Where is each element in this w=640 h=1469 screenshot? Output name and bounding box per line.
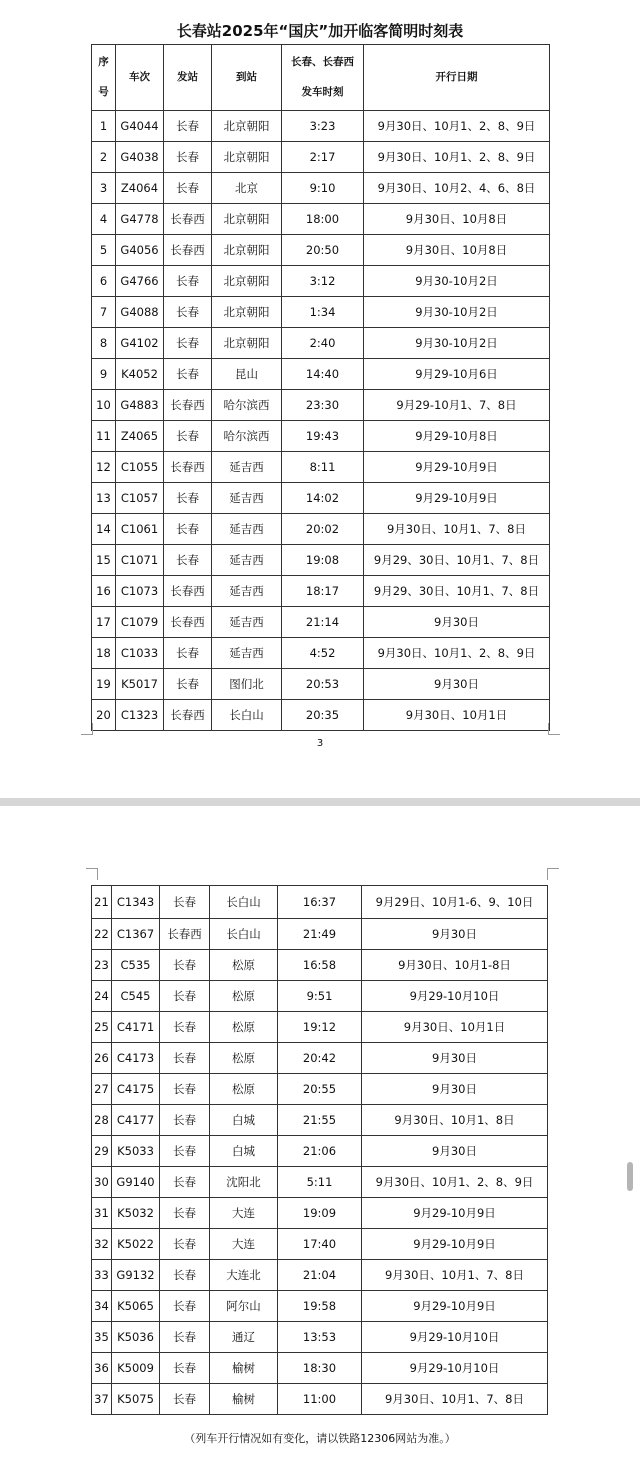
cell-from: 长春 (164, 421, 212, 452)
cell-from: 长春西 (164, 576, 212, 607)
cell-train: K4052 (116, 359, 164, 390)
table-row (92, 1291, 548, 1322)
cell-time: 17:40 (278, 1229, 362, 1260)
cell-time: 19:09 (278, 1198, 362, 1229)
cell-to: 白城 (210, 1105, 278, 1136)
cell-dates: 9月30日、10月1、7、8日 (362, 1260, 548, 1291)
table-row (92, 1353, 548, 1384)
cell-index: 8 (92, 328, 116, 359)
header-from: 发站 (164, 45, 212, 111)
cell-index: 32 (92, 1229, 112, 1260)
table-row (92, 1043, 548, 1074)
cell-index: 33 (92, 1260, 112, 1291)
cell-train: C1055 (116, 452, 164, 483)
cell-to: 榆树 (210, 1353, 278, 1384)
cell-dates: 9月30日、10月1日 (362, 1012, 548, 1043)
cell-index: 26 (92, 1043, 112, 1074)
cell-time: 20:53 (282, 669, 364, 700)
cell-time: 2:17 (282, 142, 364, 173)
cell-index: 5 (92, 235, 116, 266)
cell-train: C1323 (116, 700, 164, 731)
cell-from: 长春 (160, 1167, 210, 1198)
cell-train: K5017 (116, 669, 164, 700)
table-row (92, 297, 550, 328)
cell-time: 14:40 (282, 359, 364, 390)
cell-from: 长春 (160, 1384, 210, 1415)
cell-to: 白城 (210, 1136, 278, 1167)
table-row (92, 421, 550, 452)
cell-from: 长春西 (164, 235, 212, 266)
cell-to: 松原 (210, 1074, 278, 1105)
cell-dates: 9月29-10月8日 (364, 421, 550, 452)
cell-from: 长春 (160, 1260, 210, 1291)
cell-from: 长春西 (164, 607, 212, 638)
cell-index: 20 (92, 700, 116, 731)
cell-index: 25 (92, 1012, 112, 1043)
cell-time: 20:55 (278, 1074, 362, 1105)
page-number: 3 (316, 738, 324, 749)
cell-dates: 9月29-10月9日 (362, 1198, 548, 1229)
cell-index: 22 (92, 919, 112, 950)
cell-dates: 9月30日 (362, 919, 548, 950)
table-row (92, 111, 550, 142)
cell-dates: 9月29-10月10日 (362, 981, 548, 1012)
table-row (92, 359, 550, 390)
cell-index: 28 (92, 1105, 112, 1136)
cell-from: 长春 (160, 950, 210, 981)
cell-train: C1079 (116, 607, 164, 638)
cell-dates: 9月30日、10月8日 (364, 235, 550, 266)
cell-train: G9140 (112, 1167, 160, 1198)
table-row (92, 1384, 548, 1415)
cell-dates: 9月29-10月9日 (362, 1291, 548, 1322)
cell-dates: 9月30日 (362, 1074, 548, 1105)
cell-time: 21:06 (278, 1136, 362, 1167)
cell-from: 长春 (164, 669, 212, 700)
cell-to: 延吉西 (212, 452, 282, 483)
cell-to: 延吉西 (212, 638, 282, 669)
cell-dates: 9月30日 (364, 669, 550, 700)
table-row (92, 266, 550, 297)
table-row (92, 576, 550, 607)
cell-from: 长春 (164, 483, 212, 514)
cell-to: 松原 (210, 950, 278, 981)
cell-from: 长春 (160, 1136, 210, 1167)
cell-index: 31 (92, 1198, 112, 1229)
table-row (92, 235, 550, 266)
cell-train: K5033 (112, 1136, 160, 1167)
header-dates: 开行日期 (364, 45, 550, 111)
cell-to: 昆山 (212, 359, 282, 390)
cell-from: 长春 (164, 359, 212, 390)
cell-train: G4044 (116, 111, 164, 142)
header-index: 序 号 (92, 45, 116, 111)
cell-dates: 9月30-10月2日 (364, 328, 550, 359)
cell-to: 哈尔滨西 (212, 421, 282, 452)
cell-train: G9132 (112, 1260, 160, 1291)
cell-time: 16:37 (278, 886, 362, 919)
cell-time: 19:58 (278, 1291, 362, 1322)
document-title: 长春站2025年“国庆”加开临客简明时刻表 (176, 22, 464, 40)
header-train: 车次 (116, 45, 164, 111)
table-row (92, 204, 550, 235)
cell-from: 长春 (164, 111, 212, 142)
cell-train: K5036 (112, 1322, 160, 1353)
table-row (92, 1229, 548, 1260)
cell-dates: 9月29-10月10日 (362, 1353, 548, 1384)
table-row (92, 638, 550, 669)
cell-dates: 9月30日、10月1、2、8、9日 (364, 142, 550, 173)
cell-from: 长春 (160, 1229, 210, 1260)
cell-dates: 9月30日、10月1、7、8日 (364, 514, 550, 545)
cell-index: 2 (92, 142, 116, 173)
cell-index: 36 (92, 1353, 112, 1384)
cell-train: G4778 (116, 204, 164, 235)
cell-train: G4056 (116, 235, 164, 266)
cell-from: 长春西 (164, 204, 212, 235)
table-row (92, 1074, 548, 1105)
table-row (92, 1198, 548, 1229)
cell-index: 24 (92, 981, 112, 1012)
cell-time: 19:12 (278, 1012, 362, 1043)
table-row (92, 142, 550, 173)
cell-dates: 9月30日 (362, 1136, 548, 1167)
cell-time: 9:10 (282, 173, 364, 204)
cell-time: 16:58 (278, 950, 362, 981)
cell-to: 哈尔滨西 (212, 390, 282, 421)
cell-to: 延吉西 (212, 545, 282, 576)
cell-from: 长春 (164, 173, 212, 204)
cell-to: 松原 (210, 1043, 278, 1074)
table-row (92, 452, 550, 483)
scrollbar-thumb[interactable] (627, 1162, 633, 1191)
cell-to: 松原 (210, 981, 278, 1012)
cell-from: 长春 (164, 266, 212, 297)
cell-train: Z4064 (116, 173, 164, 204)
cell-time: 1:34 (282, 297, 364, 328)
crop-mark (548, 723, 560, 735)
table-row (92, 514, 550, 545)
cell-to: 北京朝阳 (212, 297, 282, 328)
cell-dates: 9月30日、10月8日 (364, 204, 550, 235)
footnote: （列车开行情况如有变化，请以铁路12306网站为准。） (184, 1432, 456, 1445)
cell-index: 17 (92, 607, 116, 638)
cell-time: 20:50 (282, 235, 364, 266)
cell-index: 3 (92, 173, 116, 204)
cell-to: 北京朝阳 (212, 266, 282, 297)
cell-dates: 9月30-10月2日 (364, 266, 550, 297)
cell-time: 20:35 (282, 700, 364, 731)
cell-train: Z4065 (116, 421, 164, 452)
cell-train: G4766 (116, 266, 164, 297)
cell-dates: 9月29日、10月1-6、9、10日 (362, 886, 548, 919)
table-row (92, 1105, 548, 1136)
header-to: 到站 (212, 45, 282, 111)
table-header-row (92, 45, 550, 111)
cell-time: 18:17 (282, 576, 364, 607)
cell-from: 长春 (164, 638, 212, 669)
cell-dates: 9月30日 (364, 607, 550, 638)
cell-from: 长春 (160, 886, 210, 919)
cell-time: 18:00 (282, 204, 364, 235)
cell-train: C1073 (116, 576, 164, 607)
cell-time: 3:23 (282, 111, 364, 142)
cell-train: G4088 (116, 297, 164, 328)
table-row (92, 669, 550, 700)
cell-to: 延吉西 (212, 514, 282, 545)
cell-to: 北京朝阳 (212, 142, 282, 173)
cell-dates: 9月30日、10月1、2、8、9日 (364, 638, 550, 669)
cell-time: 13:53 (278, 1322, 362, 1353)
cell-dates: 9月30日 (362, 1043, 548, 1074)
table-row (92, 1167, 548, 1198)
page-separator (0, 798, 640, 806)
cell-to: 北京朝阳 (212, 328, 282, 359)
cell-train: C4177 (112, 1105, 160, 1136)
cell-time: 21:55 (278, 1105, 362, 1136)
cell-time: 3:12 (282, 266, 364, 297)
cell-dates: 9月29、30日、10月1、7、8日 (364, 545, 550, 576)
cell-train: C1033 (116, 638, 164, 669)
header-time: 长春、长春西 发车时刻 (282, 45, 364, 111)
cell-index: 10 (92, 390, 116, 421)
cell-from: 长春 (164, 514, 212, 545)
cell-train: C1071 (116, 545, 164, 576)
cell-from: 长春 (164, 328, 212, 359)
table-row (92, 1012, 548, 1043)
cell-to: 阿尔山 (210, 1291, 278, 1322)
cell-train: K5009 (112, 1353, 160, 1384)
timetable-page-2 (91, 885, 548, 1415)
cell-index: 6 (92, 266, 116, 297)
cell-index: 19 (92, 669, 116, 700)
cell-to: 长白山 (210, 919, 278, 950)
cell-index: 29 (92, 1136, 112, 1167)
cell-to: 通辽 (210, 1322, 278, 1353)
cell-dates: 9月30日、10月1、2、8、9日 (362, 1167, 548, 1198)
crop-mark (547, 868, 559, 880)
cell-index: 34 (92, 1291, 112, 1322)
cell-to: 榆树 (210, 1384, 278, 1415)
table-row (92, 1136, 548, 1167)
cell-train: K5075 (112, 1384, 160, 1415)
cell-from: 长春 (164, 545, 212, 576)
cell-train: C1343 (112, 886, 160, 919)
cell-time: 4:52 (282, 638, 364, 669)
cell-index: 35 (92, 1322, 112, 1353)
cell-time: 19:43 (282, 421, 364, 452)
cell-from: 长春 (160, 1012, 210, 1043)
cell-to: 大连 (210, 1198, 278, 1229)
cell-from: 长春 (160, 1105, 210, 1136)
cell-dates: 9月29-10月9日 (362, 1229, 548, 1260)
cell-index: 37 (92, 1384, 112, 1415)
cell-time: 23:30 (282, 390, 364, 421)
cell-from: 长春 (160, 1198, 210, 1229)
table-row (92, 173, 550, 204)
cell-to: 北京朝阳 (212, 235, 282, 266)
cell-dates: 9月29-10月9日 (364, 452, 550, 483)
cell-from: 长春 (160, 1353, 210, 1384)
cell-from: 长春 (160, 981, 210, 1012)
cell-to: 延吉西 (212, 607, 282, 638)
table-row (92, 950, 548, 981)
cell-train: C535 (112, 950, 160, 981)
cell-index: 16 (92, 576, 116, 607)
cell-from: 长春 (164, 142, 212, 173)
cell-train: C4175 (112, 1074, 160, 1105)
cell-to: 大连北 (210, 1260, 278, 1291)
table-row (92, 919, 548, 950)
timetable-page-1 (91, 44, 550, 731)
cell-train: G4038 (116, 142, 164, 173)
cell-time: 20:42 (278, 1043, 362, 1074)
cell-to: 北京朝阳 (212, 204, 282, 235)
cell-train: C4173 (112, 1043, 160, 1074)
cell-time: 21:04 (278, 1260, 362, 1291)
cell-from: 长春西 (164, 452, 212, 483)
cell-dates: 9月29-10月9日 (364, 483, 550, 514)
cell-time: 21:14 (282, 607, 364, 638)
cell-index: 23 (92, 950, 112, 981)
cell-to: 松原 (210, 1012, 278, 1043)
cell-train: G4102 (116, 328, 164, 359)
cell-train: C4171 (112, 1012, 160, 1043)
cell-time: 19:08 (282, 545, 364, 576)
cell-time: 11:00 (278, 1384, 362, 1415)
cell-dates: 9月29、30日、10月1、7、8日 (364, 576, 550, 607)
table-row (92, 483, 550, 514)
cell-to: 北京 (212, 173, 282, 204)
cell-to: 长白山 (212, 700, 282, 731)
cell-to: 长白山 (210, 886, 278, 919)
cell-time: 2:40 (282, 328, 364, 359)
cell-dates: 9月30-10月2日 (364, 297, 550, 328)
cell-to: 延吉西 (212, 576, 282, 607)
cell-dates: 9月30日、10月2、4、6、8日 (364, 173, 550, 204)
cell-to: 图们北 (212, 669, 282, 700)
cell-dates: 9月30日、10月1-8日 (362, 950, 548, 981)
table-row (92, 390, 550, 421)
cell-train: K5022 (112, 1229, 160, 1260)
cell-index: 30 (92, 1167, 112, 1198)
crop-mark (81, 723, 93, 735)
cell-index: 27 (92, 1074, 112, 1105)
cell-to: 大连 (210, 1229, 278, 1260)
cell-time: 8:11 (282, 452, 364, 483)
cell-index: 18 (92, 638, 116, 669)
cell-index: 21 (92, 886, 112, 919)
cell-train: K5065 (112, 1291, 160, 1322)
cell-time: 20:02 (282, 514, 364, 545)
cell-dates: 9月30日、10月1、8日 (362, 1105, 548, 1136)
cell-dates: 9月29-10月6日 (364, 359, 550, 390)
cell-from: 长春西 (160, 919, 210, 950)
cell-index: 12 (92, 452, 116, 483)
cell-from: 长春 (164, 297, 212, 328)
cell-index: 14 (92, 514, 116, 545)
cell-dates: 9月30日、10月1、2、8、9日 (364, 111, 550, 142)
cell-from: 长春 (160, 1043, 210, 1074)
cell-from: 长春 (160, 1291, 210, 1322)
cell-time: 21:49 (278, 919, 362, 950)
cell-to: 延吉西 (212, 483, 282, 514)
cell-from: 长春 (160, 1322, 210, 1353)
cell-train: C545 (112, 981, 160, 1012)
cell-index: 4 (92, 204, 116, 235)
cell-index: 15 (92, 545, 116, 576)
cell-time: 14:02 (282, 483, 364, 514)
cell-dates: 9月30日、10月1、7、8日 (362, 1384, 548, 1415)
cell-index: 1 (92, 111, 116, 142)
cell-index: 11 (92, 421, 116, 452)
cell-train: G4883 (116, 390, 164, 421)
cell-time: 9:51 (278, 981, 362, 1012)
cell-from: 长春西 (164, 390, 212, 421)
cell-dates: 9月30日、10月1日 (364, 700, 550, 731)
cell-from: 长春 (160, 1074, 210, 1105)
cell-train: K5032 (112, 1198, 160, 1229)
table-row (92, 700, 550, 731)
cell-from: 长春西 (164, 700, 212, 731)
cell-index: 7 (92, 297, 116, 328)
cell-dates: 9月29-10月10日 (362, 1322, 548, 1353)
cell-time: 5:11 (278, 1167, 362, 1198)
table-row (92, 328, 550, 359)
cell-dates: 9月29-10月1、7、8日 (364, 390, 550, 421)
table-row (92, 1260, 548, 1291)
cell-to: 沈阳北 (210, 1167, 278, 1198)
cell-index: 9 (92, 359, 116, 390)
cell-to: 北京朝阳 (212, 111, 282, 142)
table-row (92, 981, 548, 1012)
table-row (92, 1322, 548, 1353)
cell-train: C1061 (116, 514, 164, 545)
table-row (92, 607, 550, 638)
table-row (92, 545, 550, 576)
crop-mark (86, 868, 98, 880)
cell-time: 18:30 (278, 1353, 362, 1384)
cell-train: C1057 (116, 483, 164, 514)
cell-index: 13 (92, 483, 116, 514)
cell-train: C1367 (112, 919, 160, 950)
table-row (92, 886, 548, 919)
